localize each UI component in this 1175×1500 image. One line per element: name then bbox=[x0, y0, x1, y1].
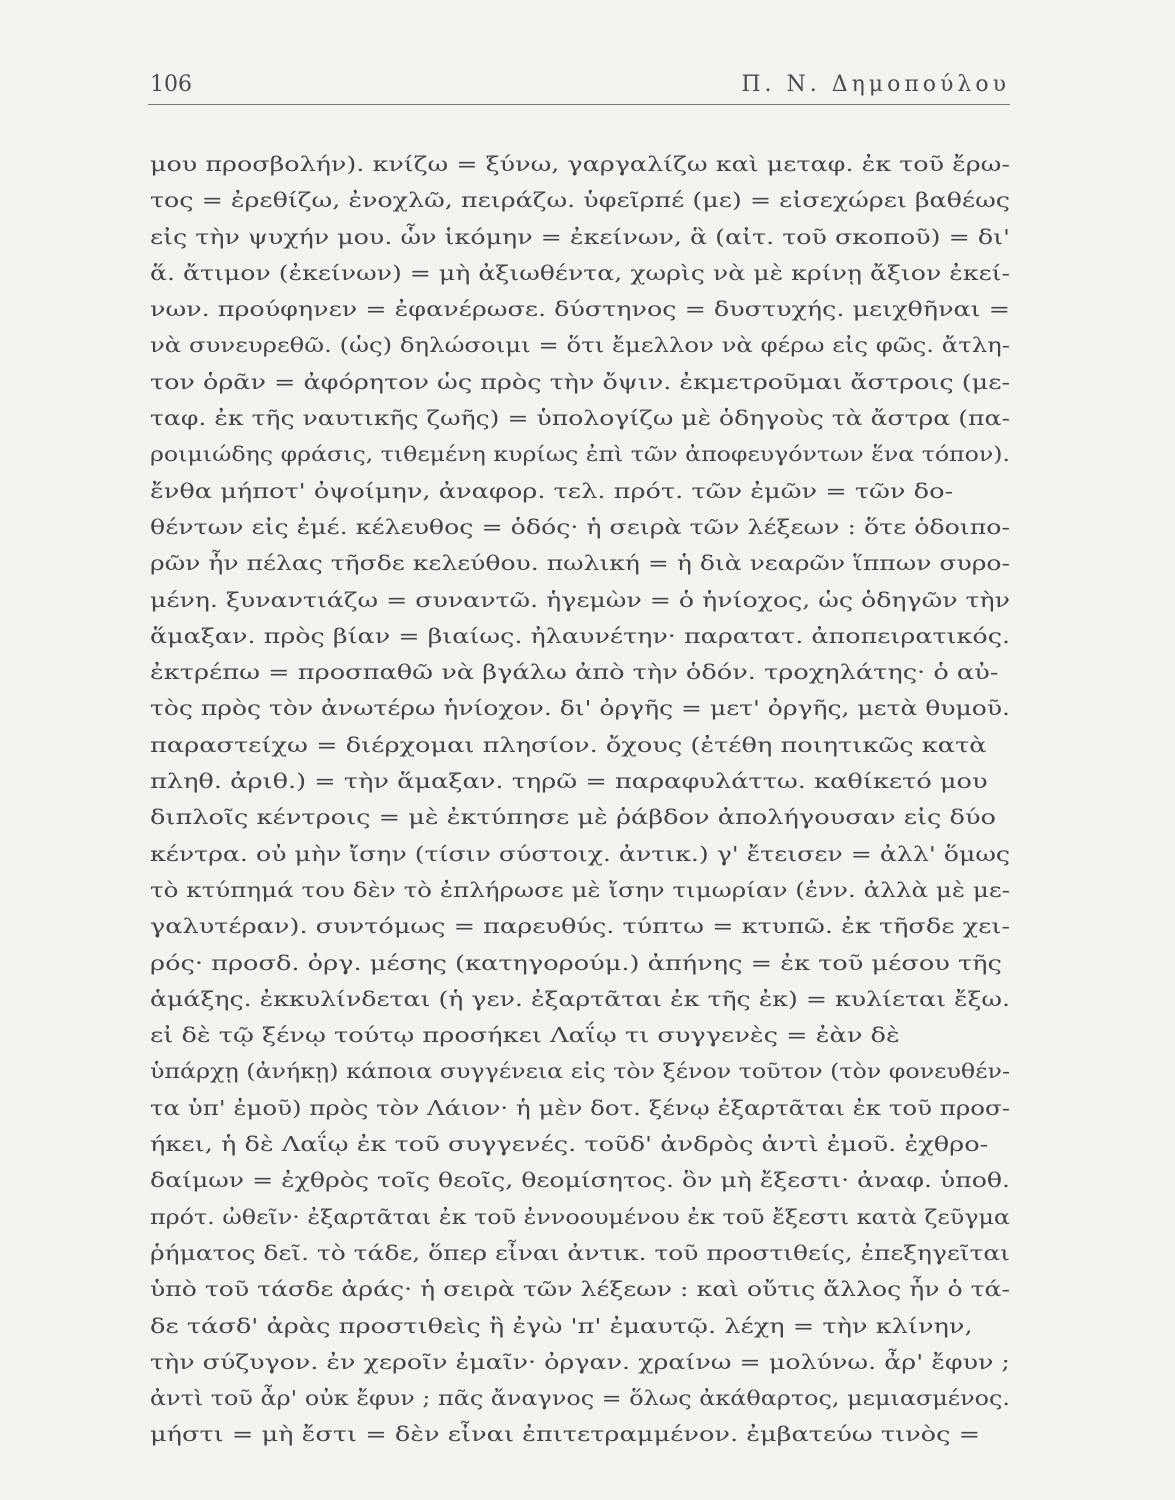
text-line: παραστείχω = διέρχομαι πλησίον. ὄχους (ἐτέθη ποιητικῶς κατὰ bbox=[150, 732, 987, 757]
text-line: νων. προύφηνεν = ἐφανέρωσε. δύστηνος = δυστυχής. μειχθῆναι = bbox=[150, 297, 1010, 322]
text-line: ροιμιώδης φράσις, τιθεμένη κυρίως ἐπὶ τῶν ἀποφευγόντων ἕνα τόπον). bbox=[150, 442, 1010, 467]
text-line: ῥήματος δεῖ. τὸ τάδε, ὅπερ εἶναι ἀντικ. τοῦ προστιθείς, ἐπεξηγεῖται bbox=[150, 1240, 1010, 1265]
text-line: τὸς πρὸς τὸν ἀνωτέρω ἡνίοχον. δι' ὀργῆς = μετ' ὀργῆς, μετὰ θυμοῦ. bbox=[150, 696, 1010, 721]
text-line: τος = ἐρεθίζω, ἐνοχλῶ, πειράζω. ὑφεῖρπέ (με) = εἰσεχώρει βαθέως bbox=[150, 188, 1010, 213]
text-line: εἰς τὴν ψυχήν μου. ὧν ἱκόμην = ἐκείνων, ἃ (αἰτ. τοῦ σκοποῦ) = δι' bbox=[150, 224, 1010, 249]
text-line: ἔνθα μήποτ' ὀψοίμην, ἀναφορ. τελ. πρότ. τῶν ἐμῶν = τῶν δο- bbox=[150, 478, 954, 503]
text-line: τὴν σύζυγον. ἐν χεροῖν ἐμαῖν· ὀργαν. χραίνω = μολύνω. ἆρ' ἔφυν ; bbox=[150, 1349, 1010, 1374]
text-line: μένη. ξυναντιάζω = συναντῶ. ἡγεμὼν = ὁ ἡνίοχος, ὡς ὁδηγῶν τὴν bbox=[150, 587, 1010, 612]
text-line: ρός· προσδ. ὀργ. μέσης (κατηγορούμ.) ἀπήνης = ἐκ τοῦ μέσου τῆς bbox=[150, 950, 1002, 975]
page-number: 106 bbox=[150, 72, 192, 97]
text-line: τον ὁρᾶν = ἀφόρητον ὡς πρὸς τὴν ὄψιν. ἐκμετροῦμαι ἄστροις (με- bbox=[150, 369, 1010, 394]
text-line: κέντρα. οὐ μὴν ἴσην (τίσιν σύστοιχ. ἀντικ.) γ' ἔτεισεν = ἀλλ' ὅμως bbox=[150, 841, 1010, 866]
text-line: ἐκτρέπω = προσπαθῶ νὰ βγάλω ἀπὸ τὴν ὁδόν. τροχηλάτης· ὁ αὐ- bbox=[150, 660, 999, 685]
text-line: ήκει, ἡ δὲ Λαΐῳ ἐκ τοῦ συγγενές. τοῦδ' ἀνδρὸς ἀντὶ ἐμοῦ. ἐχθρο- bbox=[150, 1132, 989, 1157]
text-line: πρότ. ὠθεῖν· ἐξαρτᾶται ἐκ τοῦ ἐννοουμένου ἐκ τοῦ ἔξεστι κατὰ ζεῦγμα bbox=[150, 1204, 1010, 1229]
text-line: γαλυτέραν). συντόμως = παρευθύς. τύπτω = κτυπῶ. ἐκ τῆσδε χει- bbox=[150, 914, 1010, 939]
page-header bbox=[148, 68, 1010, 104]
text-line: τὸ κτύπημά του δὲν τὸ ἐπλήρωσε μὲ ἴσην τιμωρίαν (ἐνν. ἀλλὰ μὲ με- bbox=[150, 877, 1010, 902]
text-line: ἀντὶ τοῦ ἆρ' οὐκ ἔφυν ; πᾶς ἄναγνος = ὅλως ἀκάθαρτος, μεμιασμένος. bbox=[150, 1386, 1010, 1411]
text-line: εἰ δὲ τῷ ξένῳ τούτῳ προσήκει Λαΐῳ τι συγγενὲς = ἐὰν δὲ bbox=[150, 1023, 900, 1048]
text-line: ἅμαξαν. πρὸς βίαν = βιαίως. ἠλαυνέτην· παρατατ. ἀποπειρατικός. bbox=[150, 623, 1010, 648]
text-line: ἅ. ἄτιμον (ἐκείνων) = μὴ ἀξιωθέντα, χωρὶς νὰ μὲ κρίνῃ ἄξιον ἐκεί- bbox=[150, 260, 1010, 285]
text-line: ἁμάξης. ἐκκυλίνδεται (ἡ γεν. ἐξαρτᾶται ἐκ τῆς ἐκ) = κυλίεται ἔξω. bbox=[150, 986, 1010, 1011]
text-line: διπλοῖς κέντροις = μὲ ἐκτύπησε μὲ ῥάβδον ἀπολήγουσαν εἰς δύο bbox=[150, 805, 996, 830]
commentary-text bbox=[150, 146, 1010, 1453]
text-line: πληθ. ἀριθ.) = τὴν ἅμαξαν. τηρῶ = παραφυλάττω. καθίκετό μου bbox=[150, 769, 988, 794]
text-line: μου προσβολήν). κνίζω = ξύνω, γαργαλίζω καὶ μεταφ. ἐκ τοῦ ἔρω- bbox=[150, 152, 1010, 176]
text-line: τα ὑπ' ἐμοῦ) πρὸς τὸν Λάιον· ἡ μὲν δοτ. ξένῳ ἐξαρτᾶται ἐκ τοῦ προσ- bbox=[150, 1095, 1010, 1120]
text-line: δαίμων = ἐχθρὸς τοῖς θεοῖς, θεομίσητος. ὃν μὴ ἔξεστι· ἀναφ. ὑποθ. bbox=[150, 1168, 1010, 1193]
text-line: μήστι = μὴ ἔστι = δὲν εἶναι ἐπιτετραμμένον. ἐμβατεύω τινὸς = bbox=[150, 1422, 981, 1447]
header-rule bbox=[148, 104, 1010, 105]
text-line: θέντων εἰς ἐμέ. κέλευθος = ὁδός· ἡ σειρὰ τῶν λέξεων : ὅτε ὁδοιπο- bbox=[150, 514, 1010, 539]
text-line: ταφ. ἐκ τῆς ναυτικῆς ζωῆς) = ὑπολογίζω μὲ ὁδηγοὺς τὰ ἄστρα (πα- bbox=[150, 406, 1010, 431]
text-line: ὑπὸ τοῦ τάσδε ἀράς· ἡ σειρὰ τῶν λέξεων : καὶ οὔτις ἄλλος ἦν ὁ τά- bbox=[150, 1277, 1010, 1302]
running-title: Π. Ν. Δημοπούλου bbox=[741, 72, 1010, 97]
text-line: νὰ συνευρεθῶ. (ὡς) δηλώσοιμι = ὅτι ἔμελλον νὰ φέρω εἰς φῶς. ἄτλη- bbox=[150, 333, 1010, 358]
text-line: ρῶν ἦν πέλας τῆσδε κελεύθου. πωλική = ἡ διὰ νεαρῶν ἵππων συρο- bbox=[150, 551, 1010, 576]
text-line: δε τάσδ' ἀρὰς προστιθεὶς ἢ ἐγὼ 'π' ἐμαυτῷ. λέχη = τὴν κλίνην, bbox=[150, 1313, 973, 1338]
text-line: ὑπάρχῃ (ἀνήκῃ) κάποια συγγένεια εἰς τὸν ξένον τοῦτον (τὸν φονευθέν- bbox=[150, 1059, 1010, 1084]
